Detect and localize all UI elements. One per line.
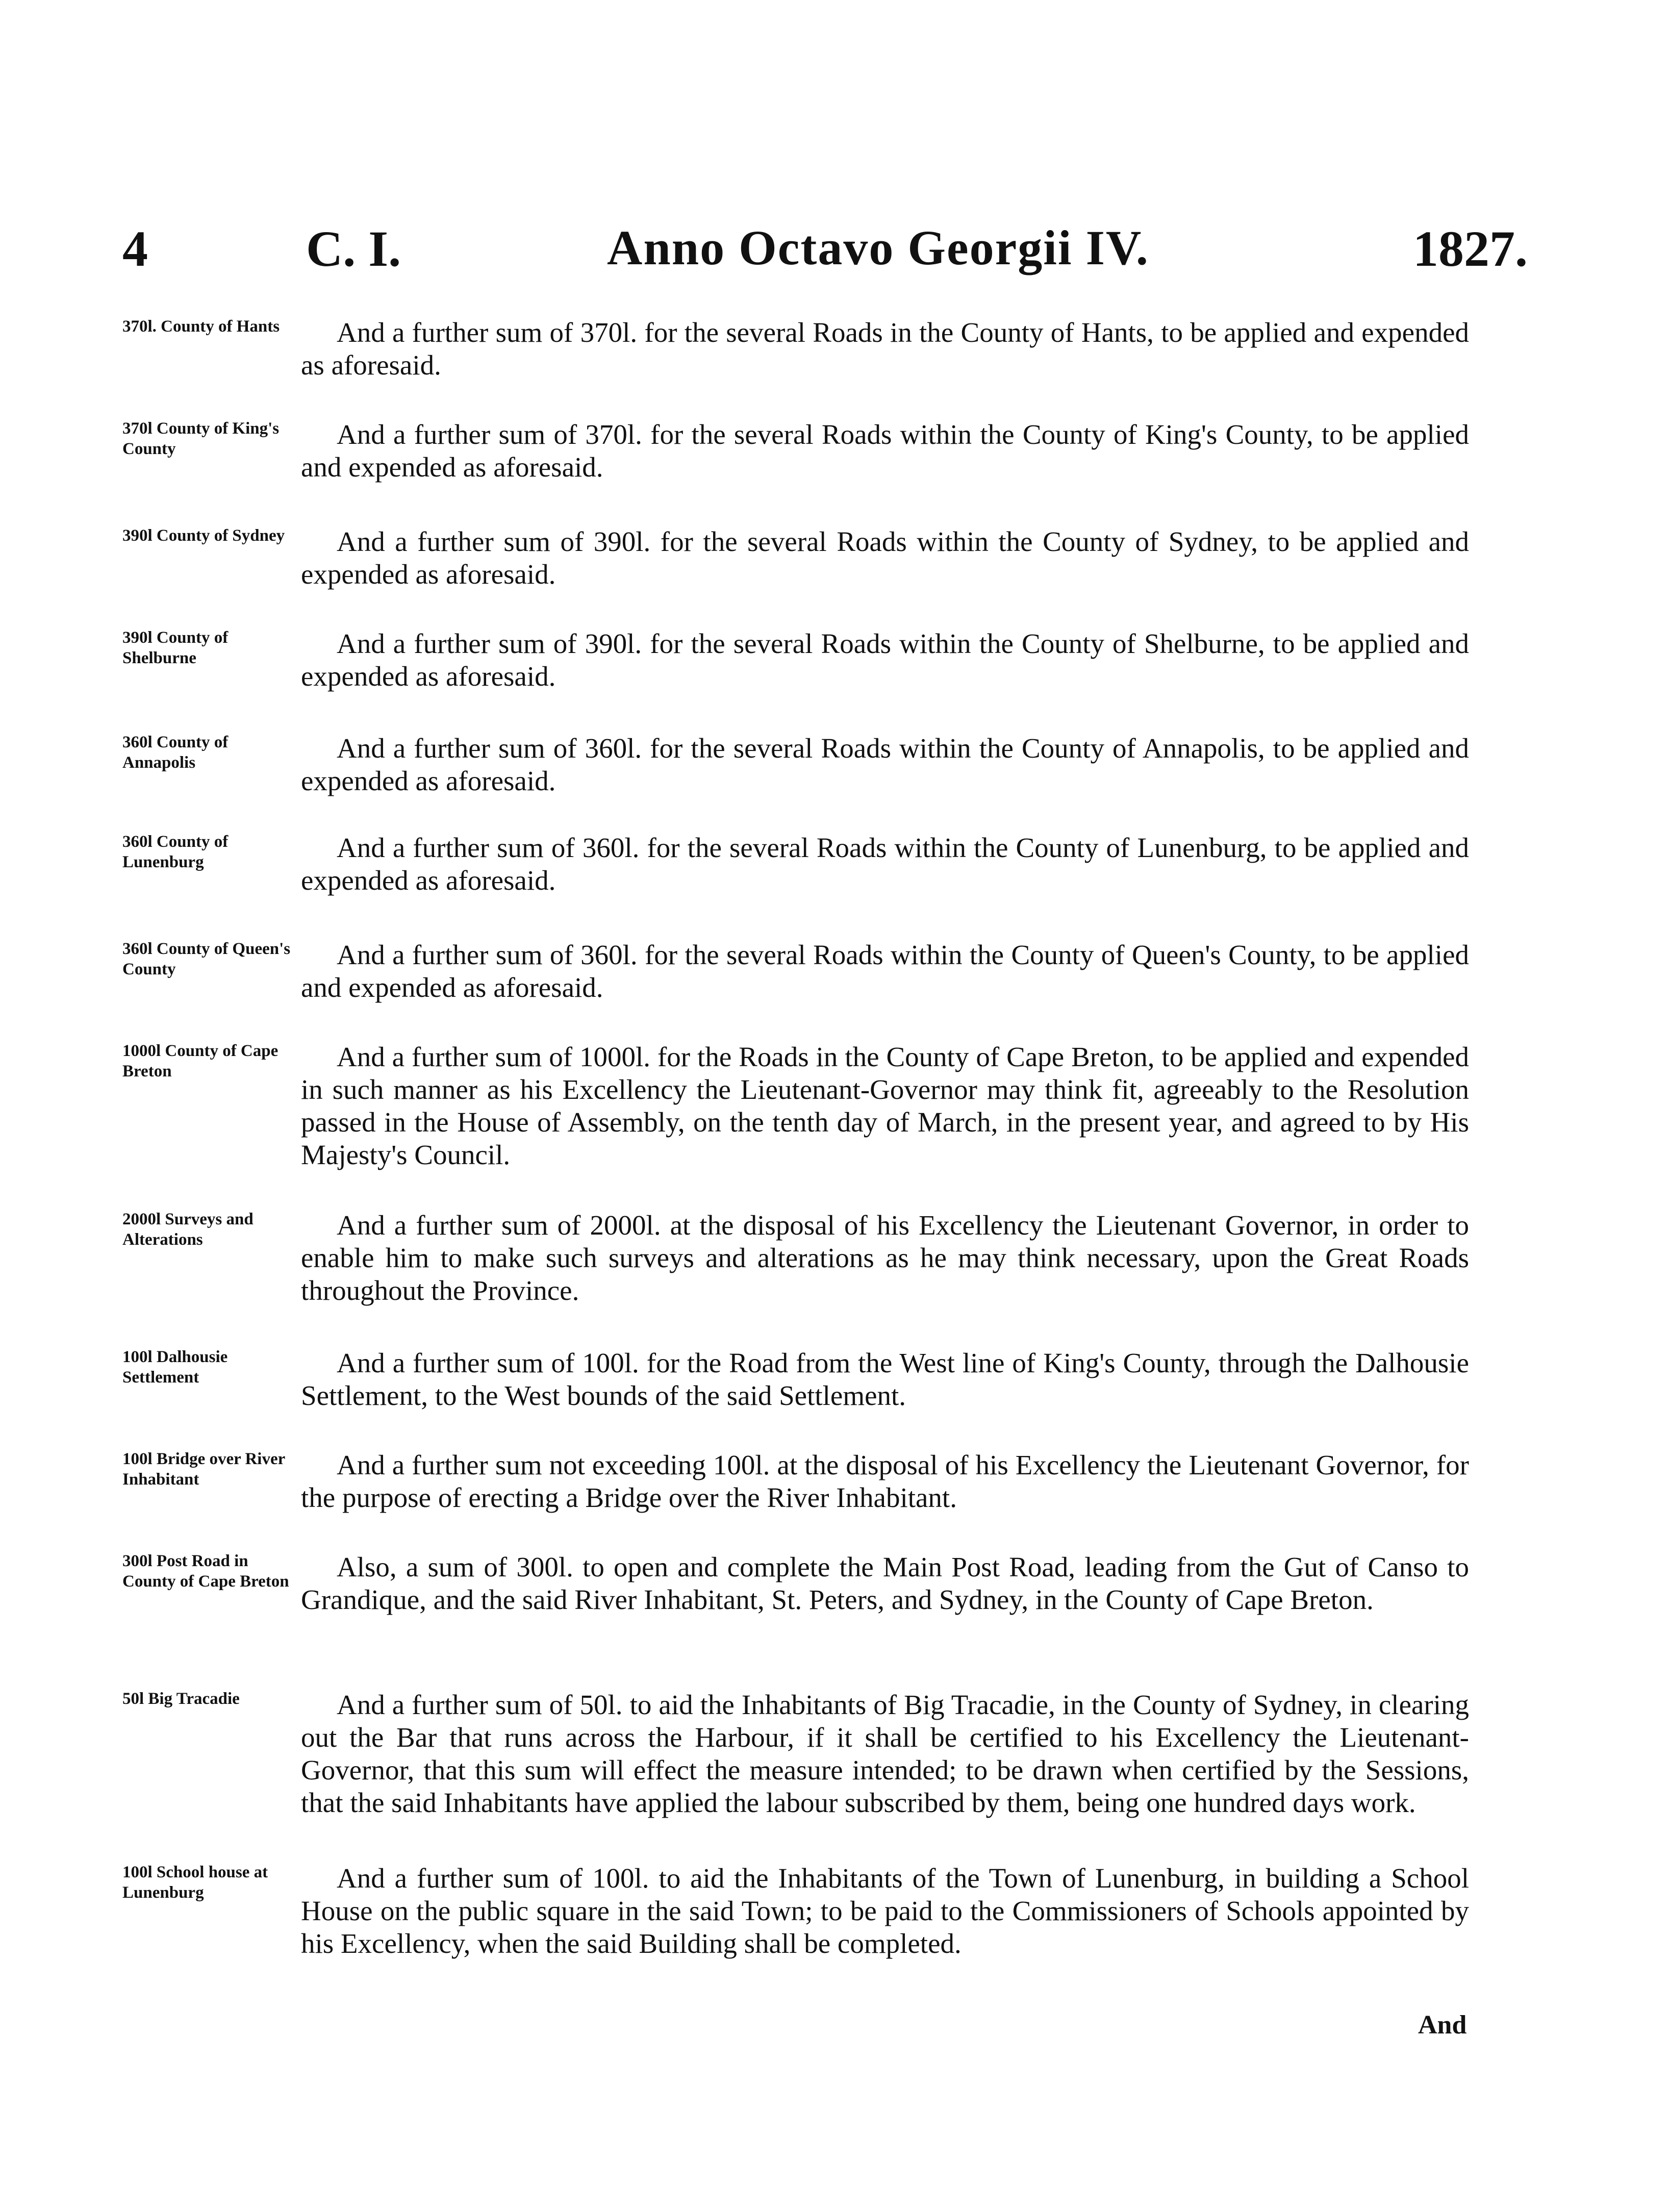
- margin-note: 390l County of Shelburne: [122, 629, 229, 667]
- margin-note: 360l County of Queen's County: [122, 940, 291, 978]
- entry-text: And a further sum of 50l. to aid the Inhabitants of Big Tracadie, in the County of Sydney, in clearing out the Bar that runs across the Harbour, if it shall be certified to his Excellency the Lieutenant-Governor, that this sum will effect the measure intended; to be drawn when certified by the Sessions, that the said Inhabitants have applied the labour subscribed by them, being one hundred days work.: [301, 1689, 1469, 1818]
- entry-text: And a further sum of 360l. for the several Roads within the County of Queen's County, to be applied and expended as aforesaid.: [301, 939, 1469, 1003]
- entry-text: And a further sum not exceeding 100l. at the disposal of his Excellency the Lieutenant Governor, for the purpose of erecting a Bridge over the River Inhabitant.: [301, 1449, 1469, 1513]
- entry-text: And a further sum of 370l. for the several Roads in the County of Hants, to be applied and expended as aforesaid.: [301, 317, 1469, 381]
- chapter-number: C. I.: [306, 220, 401, 277]
- margin-note: 360l County of Lunenburg: [122, 833, 229, 871]
- entry-text: And a further sum of 2000l. at the disposal of his Excellency the Lieutenant Governor, in order to enable him to make such surveys and alterations as he may think necessary, upon the Great Roads throughout the Province.: [301, 1210, 1469, 1306]
- margin-note: 50l Big Tracadie: [122, 1690, 240, 1708]
- page-number: 4: [122, 220, 148, 277]
- margin-note: 100l School house at Lunenburg: [122, 1863, 268, 1902]
- margin-note: 390l County of Sydney: [122, 526, 285, 545]
- entry-text: Also, a sum of 300l. to open and complete the Main Post Road, leading from the Gut of Canso to Grandique, and the said River Inhabitant, St. Peters, and Sydney, in the County of Cape Breton.: [301, 1551, 1469, 1615]
- running-title: Anno Octavo Georgii IV.: [607, 220, 1149, 275]
- entry-text: And a further sum of 360l. for the several Roads within the County of Lunenburg, to be applied and expended as aforesaid.: [301, 832, 1469, 896]
- margin-note: 2000l Surveys and Alterations: [122, 1210, 254, 1249]
- margin-note: 370l. County of Hants: [122, 317, 280, 336]
- entry-text: And a further sum of 360l. for the several Roads within the County of Annapolis, to be applied and expended as aforesaid.: [301, 733, 1469, 796]
- entry-text: And a further sum of 390l. for the several Roads within the County of Sydney, to be applied and expended as aforesaid.: [301, 526, 1469, 590]
- entry-text: And a further sum of 100l. to aid the Inhabitants of the Town of Lunenburg, in building a School House on the public square in the said Town; to be paid to the Commissioners of Schools appointed by his Excellency, when the said Building shall be completed.: [301, 1863, 1469, 1959]
- margin-note: 1000l County of Cape Breton: [122, 1042, 279, 1080]
- margin-note: 100l Dalhousie Settlement: [122, 1348, 228, 1387]
- entry-text: And a further sum of 100l. for the Road from the West line of King's County, through the Dalhousie Settlement, to the West bounds of the said Settlement.: [301, 1347, 1469, 1411]
- margin-note: 100l Bridge over River Inhabitant: [122, 1450, 285, 1489]
- catchword: And: [1418, 2010, 1467, 2040]
- entry-text: And a further sum of 390l. for the several Roads within the County of Shelburne, to be applied and expended as aforesaid.: [301, 628, 1469, 692]
- margin-note: 360l County of Annapolis: [122, 733, 229, 772]
- margin-note: 300l Post Road in County of Cape Breton: [122, 1552, 289, 1591]
- year: 1827.: [1413, 220, 1528, 277]
- margin-note: 370l County of King's County: [122, 419, 280, 458]
- entry-text: And a further sum of 1000l. for the Roads in the County of Cape Breton, to be applied and expended in such manner as his Excellency the Lieutenant-Governor may think fit, agreeably to the Resolution passed in the House of Assembly, on the tenth day of March, in the present year, and agreed to by His Majesty's Council.: [301, 1041, 1469, 1170]
- entry-text: And a further sum of 370l. for the several Roads within the County of King's County, to be applied and expended as aforesaid.: [301, 419, 1469, 483]
